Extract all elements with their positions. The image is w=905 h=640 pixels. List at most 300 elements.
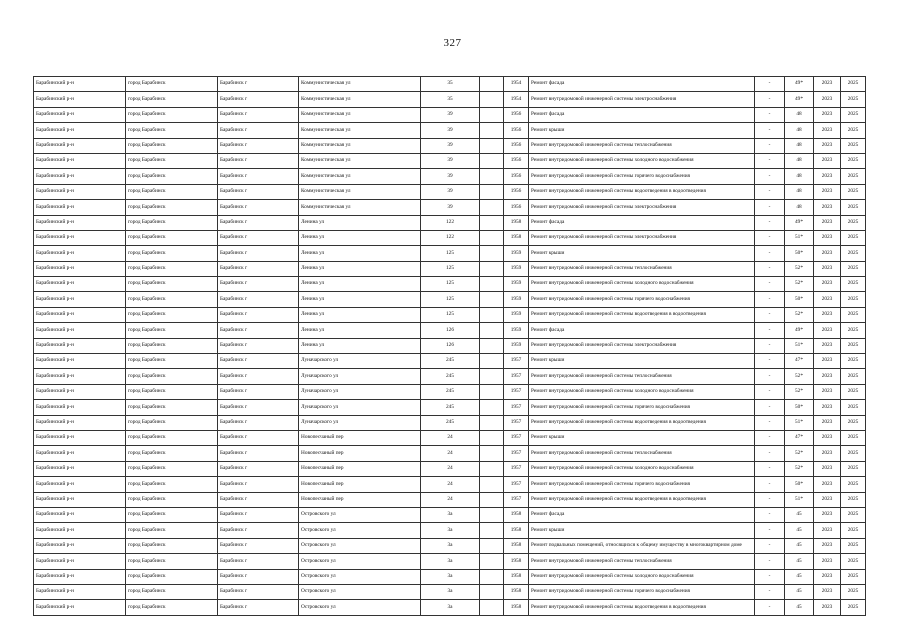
cell-house-number: 24 (421, 446, 480, 461)
table-row (34, 246, 866, 261)
cell-district: Барабинский р-н (34, 153, 126, 168)
cell-end-year: 2025 (841, 554, 866, 569)
cell-end-year: 2025 (841, 415, 866, 430)
cell-settlement: город Барабинск (126, 107, 218, 122)
cell-street: Ленина ул (299, 307, 421, 322)
cell-year-built: 1956 (504, 200, 529, 215)
cell-work-type: Ремонт внутридомовой инженерной системы теплоснабжения (529, 446, 755, 461)
repair-schedule-table (33, 76, 866, 616)
cell-work-type: Ремонт внутридомовой инженерной системы водоотведения в водоотведения (529, 184, 755, 199)
cell-street: Островского ул (299, 507, 421, 522)
cell-street: Островского ул (299, 600, 421, 615)
cell-house-number: 245 (421, 369, 480, 384)
table-body (34, 77, 866, 616)
cell-house-number: 24 (421, 477, 480, 492)
cell-building (480, 246, 504, 261)
cell-work-type: Ремонт внутридомовой инженерной системы горячего водоснабжения (529, 169, 755, 184)
cell-year-built: 1956 (504, 138, 529, 153)
cell-street: Островского ул (299, 523, 421, 538)
cell-work-type: Ремонт внутридомовой инженерной системы горячего водоснабжения (529, 584, 755, 599)
cell-year-built: 1957 (504, 430, 529, 445)
cell-district: Барабинский р-н (34, 477, 126, 492)
cell-settlement: город Барабинск (126, 461, 218, 476)
table-row (34, 92, 866, 107)
cell-district: Барабинский р-н (34, 523, 126, 538)
cell-settlement: город Барабинск (126, 492, 218, 507)
cell-settlement: город Барабинск (126, 123, 218, 138)
cell-amount: 51* (785, 230, 814, 245)
cell-year-built: 1958 (504, 569, 529, 584)
cell-year-built: 1957 (504, 477, 529, 492)
cell-work-type: Ремонт подвальных помещений, относящихся к общему имуществу в многоквартирном доме (529, 538, 755, 553)
cell-work-type: Ремонт внутридомовой инженерной системы водоотведения в водоотведения (529, 415, 755, 430)
table-row (34, 169, 866, 184)
cell-building (480, 323, 504, 338)
cell-locality: Барабинск г (218, 230, 299, 245)
cell-district: Барабинский р-н (34, 369, 126, 384)
cell-amount: 45 (785, 569, 814, 584)
cell-settlement: город Барабинск (126, 230, 218, 245)
cell-end-year: 2025 (841, 384, 866, 399)
cell-settlement: город Барабинск (126, 338, 218, 353)
cell-amount: 49* (785, 215, 814, 230)
cell-work-type: Ремонт фасада (529, 107, 755, 122)
cell-end-year: 2025 (841, 169, 866, 184)
cell-house-number: 245 (421, 400, 480, 415)
cell-end-year: 2025 (841, 92, 866, 107)
cell-street: Новопесчаный пер (299, 477, 421, 492)
cell-street: Ленина ул (299, 230, 421, 245)
cell-start-year: 2023 (814, 400, 841, 415)
cell-house-number: 39 (421, 169, 480, 184)
cell-house-number: 39 (421, 153, 480, 168)
cell-amount: 50* (785, 246, 814, 261)
cell-settlement: город Барабинск (126, 354, 218, 369)
cell-year-built: 1954 (504, 77, 529, 92)
cell-end-year: 2025 (841, 107, 866, 122)
cell-locality: Барабинск г (218, 92, 299, 107)
table-row (34, 415, 866, 430)
cell-area-dash: - (755, 323, 785, 338)
cell-building (480, 446, 504, 461)
cell-area-dash: - (755, 400, 785, 415)
cell-amount: 52* (785, 277, 814, 292)
cell-start-year: 2023 (814, 92, 841, 107)
cell-end-year: 2025 (841, 461, 866, 476)
cell-settlement: город Барабинск (126, 92, 218, 107)
cell-street: Новопесчаный пер (299, 430, 421, 445)
cell-start-year: 2023 (814, 538, 841, 553)
cell-building (480, 507, 504, 522)
cell-end-year: 2025 (841, 400, 866, 415)
cell-settlement: город Барабинск (126, 169, 218, 184)
cell-start-year: 2023 (814, 123, 841, 138)
cell-area-dash: - (755, 77, 785, 92)
cell-building (480, 138, 504, 153)
cell-work-type: Ремонт внутридомовой инженерной системы горячего водоснабжения (529, 477, 755, 492)
cell-building (480, 369, 504, 384)
table-row (34, 384, 866, 399)
cell-street: Ленина ул (299, 323, 421, 338)
cell-settlement: город Барабинск (126, 369, 218, 384)
cell-start-year: 2023 (814, 492, 841, 507)
cell-house-number: 3а (421, 600, 480, 615)
cell-work-type: Ремонт внутридомовой инженерной системы холодного водоснабжения (529, 153, 755, 168)
table-row (34, 277, 866, 292)
cell-settlement: город Барабинск (126, 430, 218, 445)
cell-end-year: 2025 (841, 338, 866, 353)
cell-district: Барабинский р-н (34, 323, 126, 338)
cell-amount: 45 (785, 600, 814, 615)
cell-locality: Барабинск г (218, 77, 299, 92)
cell-house-number: 3а (421, 523, 480, 538)
cell-start-year: 2023 (814, 430, 841, 445)
cell-amount: 52* (785, 461, 814, 476)
table-row (34, 400, 866, 415)
cell-amount: 51* (785, 415, 814, 430)
cell-year-built: 1959 (504, 307, 529, 322)
cell-start-year: 2023 (814, 184, 841, 199)
cell-year-built: 1957 (504, 384, 529, 399)
cell-settlement: город Барабинск (126, 261, 218, 276)
cell-end-year: 2025 (841, 153, 866, 168)
cell-settlement: город Барабинск (126, 554, 218, 569)
cell-end-year: 2025 (841, 369, 866, 384)
cell-work-type: Ремонт фасада (529, 215, 755, 230)
cell-house-number: 126 (421, 323, 480, 338)
cell-locality: Барабинск г (218, 584, 299, 599)
cell-district: Барабинский р-н (34, 384, 126, 399)
cell-district: Барабинский р-н (34, 600, 126, 615)
table-row (34, 292, 866, 307)
cell-house-number: 125 (421, 277, 480, 292)
cell-area-dash: - (755, 200, 785, 215)
cell-street: Островского ул (299, 538, 421, 553)
cell-locality: Барабинск г (218, 354, 299, 369)
cell-street: Коммунистическая ул (299, 200, 421, 215)
cell-locality: Барабинск г (218, 138, 299, 153)
cell-street: Коммунистическая ул (299, 184, 421, 199)
cell-settlement: город Барабинск (126, 138, 218, 153)
cell-locality: Барабинск г (218, 384, 299, 399)
cell-locality: Барабинск г (218, 200, 299, 215)
table-row (34, 446, 866, 461)
cell-district: Барабинский р-н (34, 584, 126, 599)
cell-house-number: 3а (421, 538, 480, 553)
cell-house-number: 3а (421, 554, 480, 569)
cell-start-year: 2023 (814, 261, 841, 276)
cell-locality: Барабинск г (218, 261, 299, 276)
cell-year-built: 1958 (504, 584, 529, 599)
cell-year-built: 1957 (504, 492, 529, 507)
cell-start-year: 2023 (814, 369, 841, 384)
cell-house-number: 39 (421, 107, 480, 122)
cell-end-year: 2025 (841, 538, 866, 553)
cell-start-year: 2023 (814, 323, 841, 338)
cell-locality: Барабинск г (218, 292, 299, 307)
cell-amount: 50* (785, 400, 814, 415)
cell-end-year: 2025 (841, 200, 866, 215)
cell-year-built: 1958 (504, 507, 529, 522)
cell-area-dash: - (755, 230, 785, 245)
cell-street: Луначарского ул (299, 354, 421, 369)
cell-end-year: 2025 (841, 123, 866, 138)
cell-area-dash: - (755, 492, 785, 507)
cell-work-type: Ремонт внутридомовой инженерной системы теплоснабжения (529, 138, 755, 153)
cell-end-year: 2025 (841, 600, 866, 615)
cell-area-dash: - (755, 600, 785, 615)
cell-amount: 49* (785, 92, 814, 107)
cell-locality: Барабинск г (218, 153, 299, 168)
cell-work-type: Ремонт внутридомовой инженерной системы теплоснабжения (529, 554, 755, 569)
cell-locality: Барабинск г (218, 184, 299, 199)
cell-district: Барабинский р-н (34, 246, 126, 261)
cell-amount: 52* (785, 307, 814, 322)
cell-locality: Барабинск г (218, 600, 299, 615)
cell-street: Островского ул (299, 554, 421, 569)
cell-building (480, 92, 504, 107)
cell-locality: Барабинск г (218, 415, 299, 430)
table-row (34, 554, 866, 569)
cell-settlement: город Барабинск (126, 538, 218, 553)
cell-amount: 45 (785, 507, 814, 522)
table-row (34, 600, 866, 615)
cell-work-type: Ремонт внутридомовой инженерной системы горячего водоснабжения (529, 400, 755, 415)
cell-amount: 51* (785, 338, 814, 353)
cell-street: Коммунистическая ул (299, 123, 421, 138)
cell-district: Барабинский р-н (34, 569, 126, 584)
cell-start-year: 2023 (814, 415, 841, 430)
cell-house-number: 39 (421, 123, 480, 138)
cell-work-type: Ремонт внутридомовой инженерной системы холодного водоснабжения (529, 277, 755, 292)
table-row (34, 569, 866, 584)
cell-building (480, 569, 504, 584)
cell-settlement: город Барабинск (126, 246, 218, 261)
cell-building (480, 261, 504, 276)
cell-amount: 48 (785, 200, 814, 215)
cell-year-built: 1954 (504, 92, 529, 107)
cell-end-year: 2025 (841, 354, 866, 369)
table-row (34, 184, 866, 199)
cell-area-dash: - (755, 538, 785, 553)
cell-year-built: 1957 (504, 415, 529, 430)
cell-building (480, 169, 504, 184)
cell-street: Коммунистическая ул (299, 107, 421, 122)
cell-locality: Барабинск г (218, 538, 299, 553)
cell-house-number: 3а (421, 507, 480, 522)
cell-house-number: 39 (421, 200, 480, 215)
cell-street: Коммунистическая ул (299, 153, 421, 168)
cell-building (480, 584, 504, 599)
cell-street: Коммунистическая ул (299, 138, 421, 153)
table-row (34, 338, 866, 353)
cell-district: Барабинский р-н (34, 184, 126, 199)
cell-amount: 52* (785, 384, 814, 399)
cell-area-dash: - (755, 584, 785, 599)
cell-district: Барабинский р-н (34, 307, 126, 322)
cell-end-year: 2025 (841, 292, 866, 307)
cell-work-type: Ремонт крыши (529, 123, 755, 138)
cell-start-year: 2023 (814, 292, 841, 307)
cell-building (480, 307, 504, 322)
cell-year-built: 1957 (504, 446, 529, 461)
cell-start-year: 2023 (814, 200, 841, 215)
cell-settlement: город Барабинск (126, 215, 218, 230)
cell-end-year: 2025 (841, 261, 866, 276)
cell-year-built: 1958 (504, 215, 529, 230)
cell-district: Барабинский р-н (34, 554, 126, 569)
cell-locality: Барабинск г (218, 477, 299, 492)
cell-district: Барабинский р-н (34, 107, 126, 122)
cell-district: Барабинский р-н (34, 446, 126, 461)
cell-house-number: 24 (421, 492, 480, 507)
table-row (34, 323, 866, 338)
cell-year-built: 1957 (504, 369, 529, 384)
cell-start-year: 2023 (814, 138, 841, 153)
cell-amount: 51* (785, 492, 814, 507)
cell-settlement: город Барабинск (126, 446, 218, 461)
cell-area-dash: - (755, 215, 785, 230)
cell-street: Островского ул (299, 584, 421, 599)
cell-work-type: Ремонт внутридомовой инженерной системы электроснабжения (529, 92, 755, 107)
cell-area-dash: - (755, 461, 785, 476)
cell-year-built: 1959 (504, 338, 529, 353)
cell-locality: Барабинск г (218, 430, 299, 445)
cell-year-built: 1959 (504, 292, 529, 307)
cell-area-dash: - (755, 569, 785, 584)
cell-street: Ленина ул (299, 215, 421, 230)
cell-start-year: 2023 (814, 246, 841, 261)
cell-start-year: 2023 (814, 477, 841, 492)
cell-start-year: 2023 (814, 153, 841, 168)
cell-year-built: 1956 (504, 184, 529, 199)
cell-start-year: 2023 (814, 554, 841, 569)
cell-work-type: Ремонт внутридомовой инженерной системы водоотведения в водоотведения (529, 307, 755, 322)
cell-street: Новопесчаный пер (299, 446, 421, 461)
cell-locality: Барабинск г (218, 277, 299, 292)
cell-house-number: 245 (421, 415, 480, 430)
cell-amount: 48 (785, 184, 814, 199)
cell-year-built: 1959 (504, 261, 529, 276)
cell-end-year: 2025 (841, 492, 866, 507)
cell-end-year: 2025 (841, 477, 866, 492)
cell-amount: 49* (785, 323, 814, 338)
table-row (34, 215, 866, 230)
cell-locality: Барабинск г (218, 492, 299, 507)
table-row (34, 153, 866, 168)
table-row (34, 538, 866, 553)
cell-year-built: 1958 (504, 230, 529, 245)
cell-building (480, 354, 504, 369)
cell-settlement: город Барабинск (126, 477, 218, 492)
cell-district: Барабинский р-н (34, 215, 126, 230)
cell-building (480, 400, 504, 415)
cell-amount: 52* (785, 261, 814, 276)
cell-year-built: 1957 (504, 400, 529, 415)
cell-house-number: 125 (421, 307, 480, 322)
cell-street: Коммунистическая ул (299, 92, 421, 107)
cell-area-dash: - (755, 384, 785, 399)
cell-area-dash: - (755, 554, 785, 569)
cell-work-type: Ремонт внутридомовой инженерной системы теплоснабжения (529, 369, 755, 384)
cell-start-year: 2023 (814, 277, 841, 292)
cell-district: Барабинский р-н (34, 430, 126, 445)
cell-street: Луначарского ул (299, 400, 421, 415)
cell-building (480, 430, 504, 445)
cell-start-year: 2023 (814, 215, 841, 230)
cell-end-year: 2025 (841, 277, 866, 292)
cell-building (480, 107, 504, 122)
cell-work-type: Ремонт внутридомовой инженерной системы электроснабжения (529, 230, 755, 245)
cell-district: Барабинский р-н (34, 461, 126, 476)
cell-district: Барабинский р-н (34, 200, 126, 215)
cell-house-number: 35 (421, 92, 480, 107)
cell-street: Луначарского ул (299, 369, 421, 384)
cell-area-dash: - (755, 123, 785, 138)
table-row (34, 200, 866, 215)
cell-work-type: Ремонт внутридомовой инженерной системы водоотведения в водоотведения (529, 600, 755, 615)
cell-area-dash: - (755, 92, 785, 107)
cell-house-number: 24 (421, 461, 480, 476)
cell-amount: 47* (785, 430, 814, 445)
cell-district: Барабинский р-н (34, 354, 126, 369)
cell-start-year: 2023 (814, 507, 841, 522)
cell-street: Ленина ул (299, 338, 421, 353)
cell-locality: Барабинск г (218, 523, 299, 538)
cell-amount: 45 (785, 554, 814, 569)
cell-amount: 48 (785, 107, 814, 122)
cell-settlement: город Барабинск (126, 415, 218, 430)
cell-year-built: 1959 (504, 277, 529, 292)
cell-house-number: 125 (421, 261, 480, 276)
cell-area-dash: - (755, 338, 785, 353)
cell-street: Новопесчаный пер (299, 492, 421, 507)
cell-amount: 48 (785, 123, 814, 138)
cell-locality: Барабинск г (218, 123, 299, 138)
table-row (34, 584, 866, 599)
table-row (34, 261, 866, 276)
cell-house-number: 122 (421, 230, 480, 245)
cell-start-year: 2023 (814, 446, 841, 461)
cell-building (480, 600, 504, 615)
cell-street: Луначарского ул (299, 384, 421, 399)
cell-start-year: 2023 (814, 384, 841, 399)
cell-end-year: 2025 (841, 569, 866, 584)
cell-amount: 52* (785, 446, 814, 461)
cell-district: Барабинский р-н (34, 138, 126, 153)
cell-building (480, 292, 504, 307)
cell-street: Ленина ул (299, 246, 421, 261)
cell-district: Барабинский р-н (34, 538, 126, 553)
cell-year-built: 1957 (504, 461, 529, 476)
cell-area-dash: - (755, 354, 785, 369)
cell-area-dash: - (755, 523, 785, 538)
cell-house-number: 122 (421, 215, 480, 230)
cell-district: Барабинский р-н (34, 169, 126, 184)
cell-building (480, 492, 504, 507)
cell-start-year: 2023 (814, 338, 841, 353)
cell-end-year: 2025 (841, 507, 866, 522)
cell-area-dash: - (755, 138, 785, 153)
cell-locality: Барабинск г (218, 400, 299, 415)
cell-work-type: Ремонт фасада (529, 507, 755, 522)
cell-district: Барабинский р-н (34, 400, 126, 415)
cell-street: Ленина ул (299, 292, 421, 307)
cell-start-year: 2023 (814, 569, 841, 584)
cell-start-year: 2023 (814, 523, 841, 538)
cell-end-year: 2025 (841, 230, 866, 245)
cell-district: Барабинский р-н (34, 77, 126, 92)
